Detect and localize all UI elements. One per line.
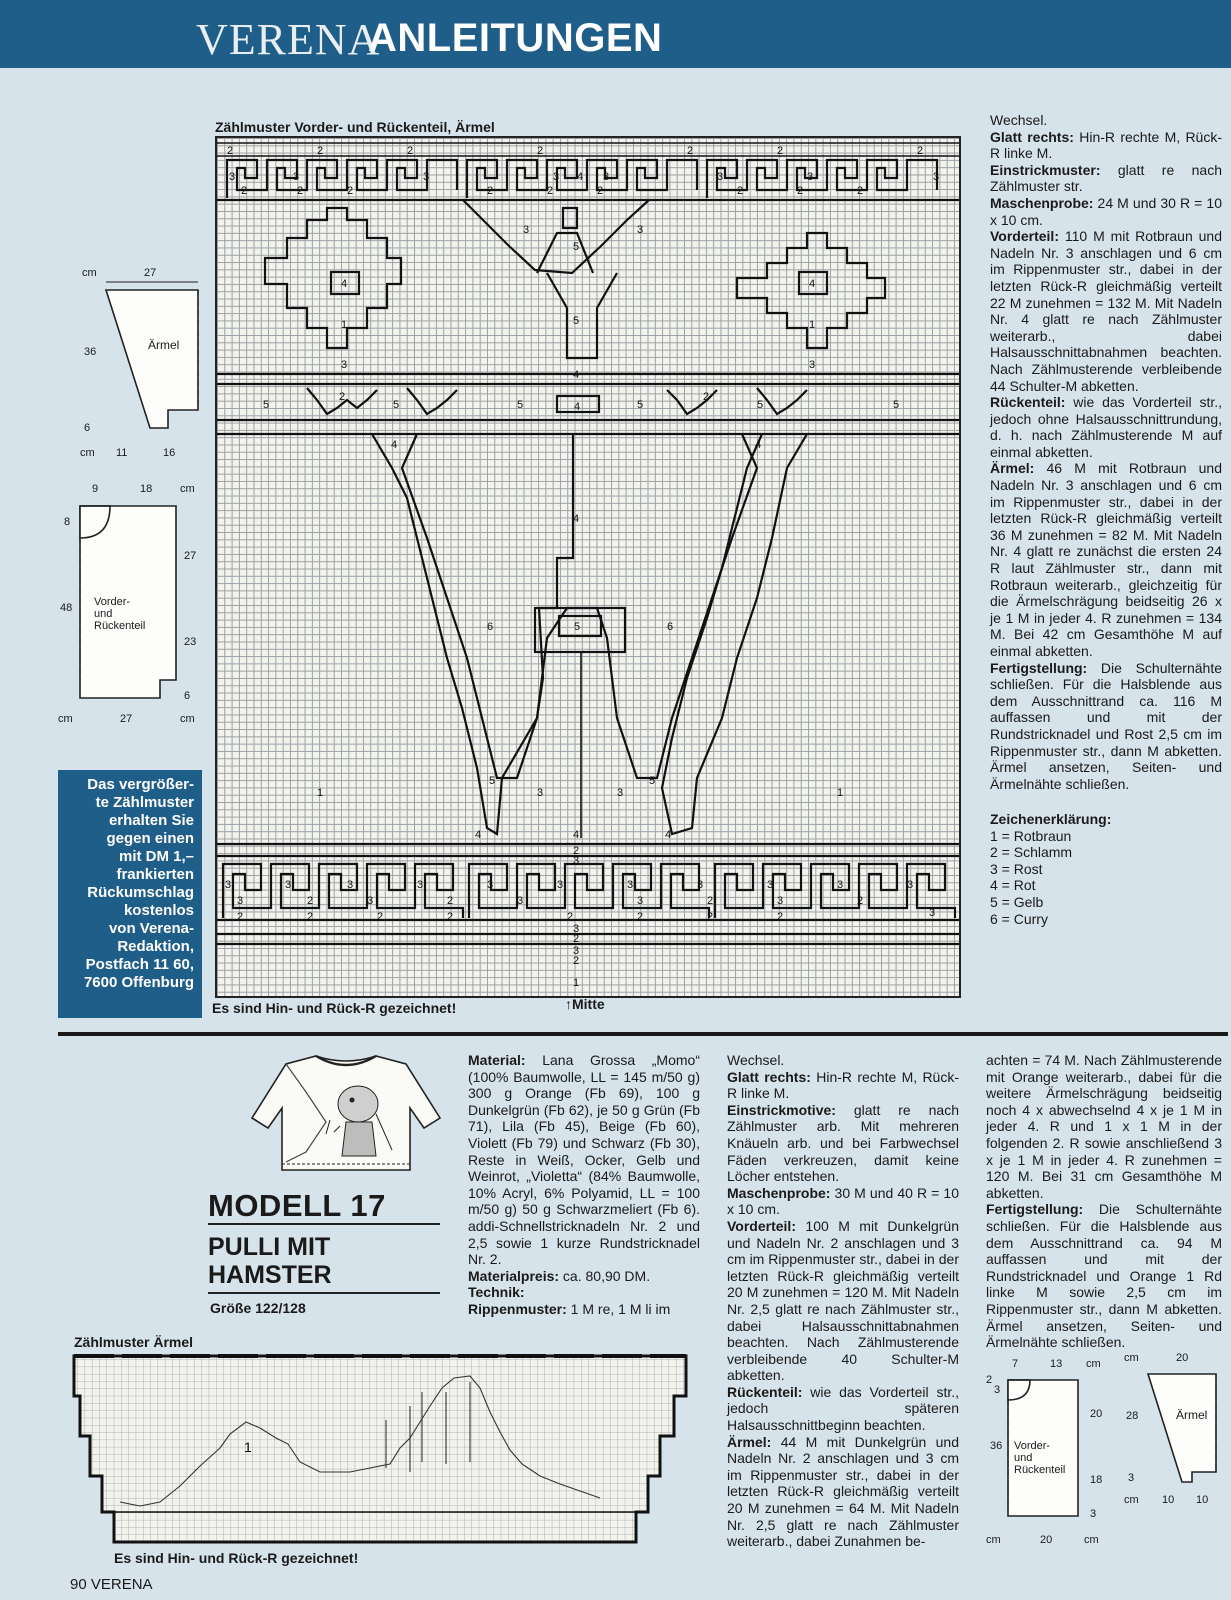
order-info-box — [58, 770, 202, 1018]
svg-text:3: 3 — [603, 171, 610, 183]
order-info-line: kostenlos — [123, 902, 194, 919]
svg-text:4: 4 — [574, 401, 581, 413]
chart1-grid — [215, 136, 961, 998]
sleeve2-top-cm: cm — [1124, 1352, 1139, 1364]
para-heading: Einstrickmotive: — [727, 1101, 836, 1118]
order-info-line: mit DM 1,– — [118, 848, 194, 865]
svg-text:2: 2 — [339, 391, 346, 403]
para-heading: Einstrickmuster: — [990, 161, 1101, 178]
body1-neck: 8 — [64, 516, 71, 528]
svg-text:3: 3 — [537, 787, 544, 799]
model-size: Größe 122/128 — [210, 1300, 306, 1316]
model-name-line: HAMSTER — [208, 1261, 332, 1289]
svg-text:2: 2 — [687, 145, 694, 157]
svg-text:3: 3 — [767, 879, 774, 891]
svg-text:3: 3 — [627, 879, 634, 891]
para-heading: Vorderteil: — [727, 1217, 796, 1234]
sleeve1-bottom-b: 16 — [163, 447, 176, 459]
body1-bottom-w: 27 — [120, 713, 133, 725]
order-info-line: 7600 Offenburg — [83, 974, 194, 991]
order-info-line: gegen einen — [106, 830, 194, 847]
body2-bottom-cm: cm — [986, 1534, 1001, 1546]
legend-title: Zeichenerklärung: — [990, 811, 1112, 827]
para-heading: Fertigstellung: — [986, 1201, 1084, 1218]
legend-item: 5 = Gelb — [990, 893, 1044, 910]
body1-h2: 48 — [60, 602, 73, 614]
para-heading: Maschenprobe: — [727, 1184, 831, 1201]
svg-text:2: 2 — [597, 185, 604, 197]
svg-text:2: 2 — [241, 185, 248, 197]
sleeve-schematic-1 — [60, 260, 210, 460]
svg-text:5: 5 — [517, 399, 524, 411]
order-info-line: Rückumschlag — [87, 884, 194, 901]
svg-text:3: 3 — [809, 359, 816, 371]
para-text: Hin-R rechte M, Rück-R linke M. — [990, 128, 1223, 162]
svg-text:2: 2 — [917, 145, 924, 157]
svg-text:2: 2 — [487, 185, 494, 197]
sleeve1-height: 36 — [84, 346, 97, 358]
body2-h1: 20 — [1090, 1408, 1103, 1420]
para-heading: Ärmel: — [727, 1433, 772, 1450]
svg-text:5: 5 — [893, 399, 900, 411]
para-text: achten = 74 M. Nach Zählmusterende mit Orange weiterarb., dabei für die weitere Ärmelschrägung beidseitig noch 4 x abwechselnd 4 x je 1 M in jeder 4. R und 1 x 1 M in der folgenden 2. R sowie anschließend 3 x je 1 M in jeder 4. R zunehmen = 120 M. Bei 31 cm Gesamthöhe M abketten. — [986, 1052, 1222, 1201]
svg-text:5: 5 — [393, 399, 400, 411]
svg-text:5: 5 — [489, 775, 496, 787]
sleeve2-name: Ärmel — [1176, 1408, 1208, 1422]
body2-neck2: 3 — [994, 1384, 1001, 1396]
svg-text:5: 5 — [573, 315, 580, 327]
para-text: Wechsel. — [990, 112, 1048, 128]
svg-text:2: 2 — [447, 895, 454, 907]
para-text: 100 M mit Dunkelgrün und Nadeln Nr. 2 anschlagen und 3 cm im Rippenmuster str., dabei in der letzten Rück-R gleichmäßig verteilt 20 M zunehmen = 120 M. Mit Nadeln Nr. 2,5 glatt re nach Zählmuster str., dabei Halsausschnittabnahmen beachten. Nach Zählmusterende verbleibende 40 Schulter-M abketten. — [727, 1217, 959, 1384]
svg-text:2: 2 — [777, 145, 784, 157]
para-text: ca. 80,90 DM. — [559, 1267, 651, 1284]
para-text: Hin-R rechte M, Rück-R linke M. — [727, 1068, 960, 1102]
para-text: glatt re nach Zählmuster str. — [990, 161, 1222, 195]
svg-text:4: 4 — [341, 278, 348, 290]
svg-text:4: 4 — [573, 829, 580, 841]
order-info-line: Das vergrößer- — [87, 776, 194, 793]
svg-text:1: 1 — [809, 319, 816, 331]
svg-text:3: 3 — [523, 224, 530, 236]
sleeve1-top-width: 27 — [144, 267, 157, 279]
model-number: MODELL 17 — [208, 1188, 386, 1223]
para-heading: Maschenprobe: — [990, 194, 1094, 211]
legend-item: 4 = Rot — [990, 877, 1036, 894]
body2-name-line: Rückenteil — [1014, 1464, 1066, 1476]
svg-text:2: 2 — [797, 185, 804, 197]
svg-text:2: 2 — [707, 895, 714, 907]
svg-text:2: 2 — [347, 185, 354, 197]
para-text: Lana Grossa „Momo“ (100% Baumwolle, LL = 145 m/50 g) 300 g Orange (Fb 69), 100 g Dunkelgrün (Fb 62), je 50 g Grün (Fb 71), Lila (Fb 45), Beige (Fb 60), Violett (Fb 79) und Schwarz (Fb 30), Reste in Weiß, Ocker, Gelb und Weinrot, „Violetta“ (84% Baumwolle, 10% Acryl, 6% Polyamid, LL = 100 m/50 g) 50 g Schwarzmeliert (Fb 6). addi-Schnellstricknadeln Nr. 2 und 2,5 sowie 1 kurze Rundstricknadel Nr. 2. — [468, 1052, 700, 1268]
para-text: Die Schulternähte schließen. Für die Halsblende aus dem Ausschnittrand ca. 94 M auffassen und mit der Rundstricknadel und Orange 1 Rd linke M sowie 2,5 cm im Rippenmuster str., dann M abketten. Ärmel ansetzen, Seiten- und Ärmelnähte schließen. — [986, 1201, 1222, 1351]
body1-top-cm: cm — [180, 483, 195, 495]
svg-text:3: 3 — [517, 895, 524, 907]
body1-h3: 23 — [184, 636, 197, 648]
instructions-column-a — [468, 1052, 700, 1318]
svg-text:2: 2 — [377, 911, 384, 923]
legend-item: 6 = Curry — [990, 910, 1048, 927]
svg-text:3: 3 — [573, 855, 580, 867]
para-text: 46 M mit Rotbraun und Nadeln Nr. 3 anschlagen und 6 cm im Rippenmuster str., dabei in der letzten Rück-R gleichmäßig verteilt 36 M zunehmen = 82 M. Mit Nadeln Nr. 4 glatt re zunächst die ersten 24 R laut Zählmuster str., dann mit Rotbraun weiterarb., gleichzeitig für die Ärmelschrägung beidseitig 26 x je 1 M in jeder 4. R zunehmen = 134 M. Bei 42 cm Gesamthöhe M auf einmal abketten. — [990, 460, 1222, 659]
body1-top-b: 18 — [140, 483, 153, 495]
body2-h3: 18 — [1090, 1474, 1103, 1486]
body2-top-cm: cm — [1086, 1358, 1101, 1370]
svg-text:2: 2 — [857, 895, 864, 907]
svg-text:3: 3 — [237, 895, 244, 907]
chart2-title: Zählmuster Ärmel — [74, 1334, 194, 1350]
svg-text:3: 3 — [293, 171, 300, 183]
svg-text:2: 2 — [703, 391, 710, 403]
svg-text:2: 2 — [737, 185, 744, 197]
order-info-line: Redaktion, — [117, 938, 194, 955]
body2-bottom-cm2: cm — [1084, 1534, 1099, 1546]
para-heading: Glatt rechts: — [727, 1068, 811, 1085]
chart1-center-label: ↑Mitte — [565, 996, 605, 1012]
body2-h4: 3 — [1090, 1508, 1097, 1520]
sleeve-schematic-2 — [1120, 1360, 1226, 1490]
svg-text:2: 2 — [227, 145, 234, 157]
body1-h4: 6 — [184, 690, 191, 702]
chart1-note: Es sind Hin- und Rück-R gezeichnet! — [212, 1000, 457, 1016]
legend-item: 2 = Schlamm — [990, 844, 1073, 861]
svg-text:4: 4 — [391, 439, 398, 451]
svg-text:4: 4 — [809, 278, 816, 290]
svg-text:5: 5 — [637, 399, 644, 411]
body2-top-a: 7 — [1012, 1358, 1019, 1370]
order-info-line: te Zählmuster — [95, 794, 194, 811]
svg-text:2: 2 — [573, 933, 580, 945]
svg-text:2: 2 — [707, 911, 714, 923]
page-footer: 90 VERENA — [70, 1576, 153, 1593]
svg-text:1: 1 — [317, 787, 324, 799]
svg-text:3: 3 — [285, 879, 292, 891]
body2-name-line: Vorder- — [1014, 1440, 1051, 1452]
sleeve1-bottom-cm: cm — [80, 447, 95, 459]
color-legend — [990, 811, 1111, 927]
svg-text:4: 4 — [577, 171, 584, 183]
svg-text:3: 3 — [553, 171, 560, 183]
svg-text:5: 5 — [574, 621, 581, 633]
para-heading: Rückenteil: — [990, 394, 1066, 411]
body2-neck: 2 — [986, 1374, 993, 1386]
body1-name-line: Rückenteil — [94, 620, 146, 632]
body1-bottom-cm2: cm — [180, 713, 195, 725]
sleeve2-bottom-h: 3 — [1128, 1472, 1135, 1484]
svg-text:5: 5 — [263, 399, 270, 411]
title-rule — [208, 1292, 440, 1294]
body1-name-line: Vorder- — [94, 596, 131, 608]
chart2-number: 1 — [244, 1439, 252, 1455]
svg-text:3: 3 — [837, 879, 844, 891]
sleeve2-bottom-cm: cm — [1124, 1494, 1139, 1506]
svg-text:2: 2 — [573, 955, 580, 967]
para-heading: Vorderteil: — [990, 228, 1059, 245]
para-heading: Glatt rechts: — [990, 128, 1074, 145]
svg-text:3: 3 — [807, 171, 814, 183]
svg-text:3: 3 — [697, 879, 704, 891]
sleeve2-bottom-b: 10 — [1196, 1494, 1209, 1506]
chart1-motifs — [217, 138, 959, 996]
svg-text:3: 3 — [907, 879, 914, 891]
svg-text:4: 4 — [475, 829, 482, 841]
svg-text:3: 3 — [417, 879, 424, 891]
para-text: glatt re nach Zählmuster arb. Mit mehreren Knäueln arb. und bei Farbwechsel Fäden verkreuzen, damit keine Löcher entstehen. — [727, 1101, 959, 1185]
para-text: 24 M und 30 R = 10 x 10 cm. — [990, 194, 1222, 228]
sleeve1-top-label: cm — [82, 267, 97, 279]
svg-text:6: 6 — [487, 621, 494, 633]
svg-text:2: 2 — [777, 911, 784, 923]
body2-top-b: 13 — [1050, 1358, 1063, 1370]
svg-text:3: 3 — [617, 787, 624, 799]
para-text: wie das Vorderteil str., jedoch ohne Halsausschnittrundung, d. h. nach Zählmusterende M auf einmal abketten. — [990, 394, 1222, 460]
body2-name — [1014, 1440, 1065, 1476]
svg-text:3: 3 — [229, 171, 236, 183]
para-text: 110 M mit Rotbraun und Nadeln Nr. 3 anschlagen und 6 cm im Rippenmuster str., dabei in der letzten Rück-R gleichmäßig verteilt 22 M zunehmen = 132 M. Mit Nadeln Nr. 4 glatt re nach Zählmuster weiterarb., dabei Halsausschnittabnahmen beachten. Nach Zählmusterende verbleibende 44 Schulter-M abketten. — [990, 228, 1222, 394]
svg-text:4: 4 — [573, 369, 580, 381]
svg-text:2: 2 — [447, 911, 454, 923]
instructions-column-c — [986, 1052, 1222, 1351]
svg-text:4: 4 — [755, 439, 762, 451]
page-header — [0, 0, 1231, 68]
svg-text:1: 1 — [341, 319, 348, 331]
body1-name-line: und — [94, 608, 113, 620]
svg-text:2: 2 — [573, 845, 580, 857]
model-name-line: PULLI MIT — [208, 1233, 331, 1261]
svg-text:4: 4 — [665, 829, 672, 841]
para-text: Wechsel. — [727, 1052, 785, 1068]
sleeve2-height: 28 — [1126, 1410, 1139, 1422]
body1-name — [94, 596, 145, 632]
instructions-column-b — [727, 1052, 959, 1550]
sleeve2-bottom-a: 10 — [1162, 1494, 1175, 1506]
sleeve1-bottom-a: 11 — [116, 447, 128, 459]
svg-text:3: 3 — [347, 879, 354, 891]
chart2-note: Es sind Hin- und Rück-R gezeichnet! — [114, 1550, 359, 1566]
para-text: 30 M und 40 R = 10 x 10 cm. — [727, 1184, 959, 1218]
hamster-sweater-illustration — [246, 1052, 446, 1177]
body1-top-a: 9 — [92, 483, 99, 495]
svg-text:2: 2 — [317, 145, 324, 157]
section-divider — [58, 1032, 1228, 1036]
para-heading: Materialpreis: — [468, 1267, 560, 1284]
para-text: Die Schulternähte schließen. Für die Halsblende aus dem Ausschnittrand ca. 116 M auffassen und mit der Rundstricknadel und Rost 2,5 cm im Rippenmuster str., dann M abketten. Ärmel ansetzen, Seiten- und Ärmelnähte schließen. — [990, 659, 1222, 792]
body2-bottom-w: 20 — [1040, 1534, 1053, 1546]
para-heading: Technik: — [468, 1284, 525, 1301]
svg-text:2: 2 — [237, 911, 244, 923]
model-name — [208, 1233, 332, 1289]
body1-bottom-cm: cm — [58, 713, 73, 725]
svg-text:3: 3 — [573, 923, 580, 935]
para-text: wie das Vorderteil str., jedoch späteren Halsausschnittbeginn beachten. — [727, 1383, 959, 1434]
svg-text:2: 2 — [857, 185, 864, 197]
chart1-title: Zählmuster Vorder- und Rückenteil, Ärmel — [215, 119, 495, 135]
chart2-sleeve — [70, 1352, 692, 1548]
svg-text:5: 5 — [573, 241, 580, 253]
section-title: ANLEITUNGEN — [368, 16, 663, 60]
svg-text:1: 1 — [573, 977, 580, 989]
sleeve1-bottom-h: 6 — [84, 422, 91, 434]
para-heading: Material: — [468, 1052, 526, 1068]
svg-text:5: 5 — [649, 775, 656, 787]
svg-text:2: 2 — [307, 895, 314, 907]
title-rule — [208, 1223, 440, 1225]
para-text: 1 M re, 1 M li im — [566, 1300, 671, 1317]
order-info-line: Postfach 11 60, — [85, 956, 194, 973]
order-info-line: erhalten Sie — [108, 812, 194, 829]
para-heading: Fertigstellung: — [990, 659, 1088, 676]
svg-text:3: 3 — [573, 945, 580, 957]
svg-text:6: 6 — [667, 621, 674, 633]
para-heading: Rückenteil: — [727, 1383, 803, 1400]
svg-text:3: 3 — [225, 879, 232, 891]
svg-text:3: 3 — [933, 171, 940, 183]
svg-text:3: 3 — [367, 895, 374, 907]
para-heading: Ärmel: — [990, 460, 1035, 477]
svg-text:2: 2 — [407, 145, 414, 157]
body2-name-line: und — [1014, 1452, 1033, 1464]
order-info-line: frankierten — [116, 866, 194, 883]
sleeve2-top-w: 20 — [1176, 1352, 1189, 1364]
brand-logo: VERENA — [196, 15, 381, 64]
svg-text:3: 3 — [637, 895, 644, 907]
order-info-line: von Verena- — [108, 920, 194, 937]
legend-item: 1 = Rotbraun — [990, 827, 1072, 844]
svg-text:3: 3 — [341, 359, 348, 371]
body1-h1: 27 — [184, 550, 197, 562]
para-text: 44 M mit Dunkelgrün und Nadeln Nr. 2 anschlagen und 3 cm im Rippenmuster str., dabei in der letzten Rück-R gleichmäßig verteilt 20 M zunehmen = 64 M. Mit Nadeln Nr. 2,5 glatt re nach Zählmuster weiterarb., dabei Zunahmen be- — [727, 1433, 959, 1550]
para-heading: Rippenmuster: — [468, 1300, 567, 1317]
svg-text:2: 2 — [307, 911, 314, 923]
svg-text:3: 3 — [557, 879, 564, 891]
body2-h2: 36 — [990, 1440, 1003, 1452]
svg-text:2: 2 — [297, 185, 304, 197]
legend-item: 3 = Rost — [990, 860, 1043, 877]
svg-text:2: 2 — [567, 911, 574, 923]
svg-text:3: 3 — [777, 895, 784, 907]
sleeve1-name: Ärmel — [148, 338, 180, 352]
svg-text:3: 3 — [929, 907, 936, 919]
svg-text:2: 2 — [637, 911, 644, 923]
svg-text:2: 2 — [547, 185, 554, 197]
svg-text:4: 4 — [573, 513, 580, 525]
instructions-column-1 — [990, 112, 1222, 792]
svg-text:3: 3 — [637, 224, 644, 236]
svg-text:1: 1 — [837, 787, 844, 799]
svg-text:3: 3 — [423, 171, 430, 183]
svg-text:3: 3 — [487, 879, 494, 891]
svg-text:5: 5 — [757, 399, 764, 411]
svg-text:2: 2 — [537, 145, 544, 157]
svg-text:3: 3 — [717, 171, 724, 183]
